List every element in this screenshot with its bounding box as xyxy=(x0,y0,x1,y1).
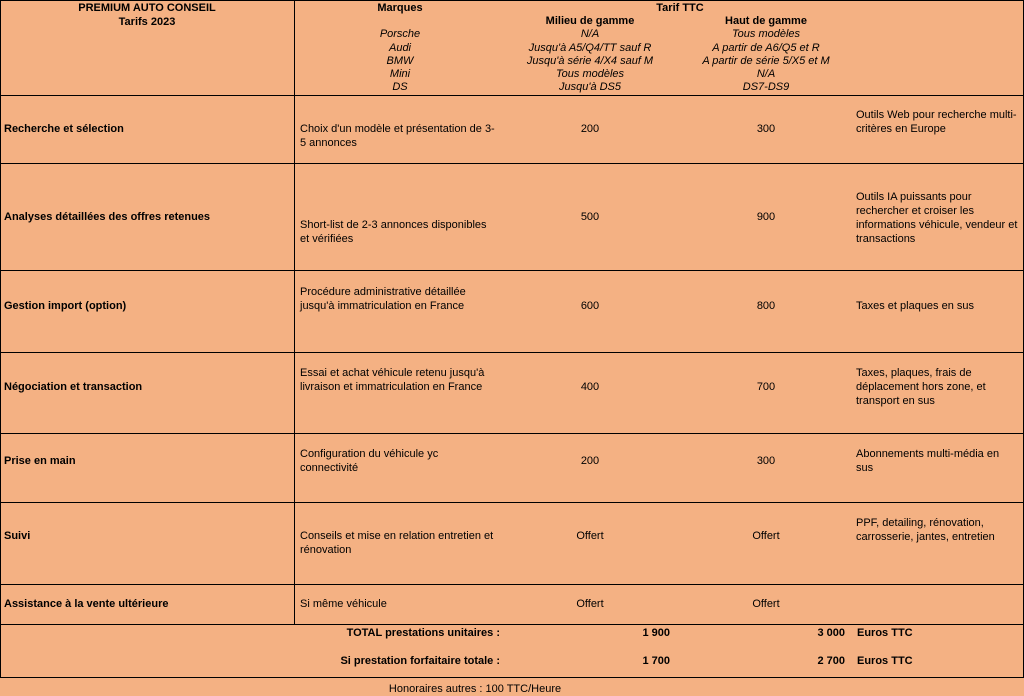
service-mid-price: 600 xyxy=(580,300,600,312)
mid-range-header: Milieu de gamme xyxy=(545,15,635,27)
service-description: Short-list de 2-3 annonces disponibles et vérifiées xyxy=(300,219,487,245)
total-mid: 1 700 xyxy=(642,655,670,667)
grid-line xyxy=(0,352,1024,353)
grid-line xyxy=(0,270,1024,271)
total-unit: Euros TTC xyxy=(857,627,913,639)
brand-high-range: DS7-DS9 xyxy=(742,81,790,93)
brand-mid-range: N/A xyxy=(580,28,600,40)
company-name: PREMIUM AUTO CONSEIL xyxy=(78,2,216,14)
brand-high-range: A partir de série 5/X5 et M xyxy=(702,55,830,67)
service-description: Choix d'un modèle et présentation de 3-5 annonces xyxy=(300,123,495,149)
brand-mid-range: Jusqu'à A5/Q4/TT sauf R xyxy=(528,42,652,54)
footer-note: Honoraires autres : 100 TTC/Heure xyxy=(388,683,562,695)
grid-line xyxy=(0,95,1024,96)
service-note: PPF, detailing, rénovation, carrosserie, jantes, entretien xyxy=(856,517,995,543)
service-name: Analyses détaillées des offres retenues xyxy=(4,211,211,223)
grid-line xyxy=(0,502,1024,503)
grid-line xyxy=(0,433,1024,434)
high-range-header: Haut de gamme xyxy=(725,15,807,27)
service-name: Prise en main xyxy=(4,455,76,467)
brand-mid-range: Jusqu'à DS5 xyxy=(558,81,622,93)
tarif-header: Tarif TTC xyxy=(656,2,704,14)
service-high-price: Offert xyxy=(752,598,780,610)
grid-line xyxy=(0,624,1024,625)
brand-mid-range: Jusqu'à série 4/X4 sauf M xyxy=(526,55,654,67)
service-description: Si même véhicule xyxy=(300,598,387,610)
service-description: Procédure administrative détaillée jusqu'à immatriculation en France xyxy=(300,286,466,312)
service-name: Recherche et sélection xyxy=(4,123,124,135)
service-mid-price: Offert xyxy=(576,598,604,610)
brand-high-range: N/A xyxy=(756,68,776,80)
brand-name: Porsche xyxy=(379,28,421,40)
service-high-price: Offert xyxy=(752,530,780,542)
brand-name: Audi xyxy=(388,42,412,54)
total-unit: Euros TTC xyxy=(857,655,913,667)
service-description: Essai et achat véhicule retenu jusqu'à livraison et immatriculation en France xyxy=(300,367,485,393)
service-description: Configuration du véhicule yc connectivité xyxy=(300,448,439,474)
total-high: 3 000 xyxy=(817,627,845,639)
service-high-price: 900 xyxy=(756,211,776,223)
service-note: Abonnements multi-média en sus xyxy=(856,448,1000,474)
service-name: Gestion import (option) xyxy=(4,300,127,312)
year-label: Tarifs 2023 xyxy=(118,16,176,28)
service-mid-price: 500 xyxy=(580,211,600,223)
brand-name: DS xyxy=(392,81,408,93)
brands-header: Marques xyxy=(377,2,423,14)
total-high: 2 700 xyxy=(817,655,845,667)
service-note: Taxes et plaques en sus xyxy=(856,300,975,312)
brand-mid-range: Tous modèles xyxy=(555,68,625,80)
brand-name: BMW xyxy=(386,55,414,67)
service-mid-price: Offert xyxy=(576,530,604,542)
service-mid-price: 200 xyxy=(580,123,600,135)
service-name: Négociation et transaction xyxy=(4,381,143,393)
service-high-price: 800 xyxy=(756,300,776,312)
grid-line xyxy=(0,677,1024,678)
service-high-price: 700 xyxy=(756,381,776,393)
service-mid-price: 400 xyxy=(580,381,600,393)
brand-high-range: A partir de A6/Q5 et R xyxy=(712,42,820,54)
total-label: Si prestation forfaitaire totale : xyxy=(340,655,500,667)
grid-line xyxy=(0,0,1,677)
service-name: Suivi xyxy=(4,530,31,542)
grid-line xyxy=(0,584,1024,585)
brand-name: Mini xyxy=(389,68,411,80)
total-label: TOTAL prestations unitaires : xyxy=(346,627,500,639)
grid-line xyxy=(0,163,1024,164)
brand-high-range: Tous modèles xyxy=(731,28,801,40)
total-mid: 1 900 xyxy=(642,627,670,639)
service-note: Taxes, plaques, frais de déplacement hors zone, et transport en sus xyxy=(856,367,986,407)
service-high-price: 300 xyxy=(756,455,776,467)
service-name: Assistance à la vente ultérieure xyxy=(4,598,169,610)
service-note: Outils Web pour recherche multi-critères en Europe xyxy=(856,109,1017,135)
grid-line xyxy=(294,0,295,624)
service-mid-price: 200 xyxy=(580,455,600,467)
service-high-price: 300 xyxy=(756,123,776,135)
service-note: Outils IA puissants pour rechercher et croiser les informations véhicule, vendeur et transactions xyxy=(856,191,1018,245)
service-description: Conseils et mise en relation entretien et rénovation xyxy=(300,530,494,556)
